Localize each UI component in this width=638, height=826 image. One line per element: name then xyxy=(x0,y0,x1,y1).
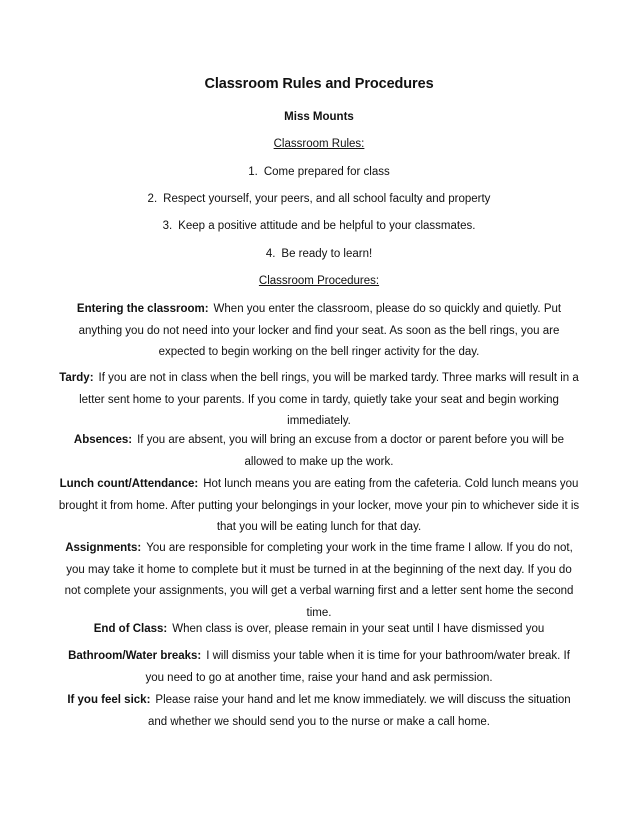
rule-number: 1. xyxy=(248,166,258,178)
rule-number: 4. xyxy=(265,248,276,260)
procedure-text: I will dismiss your table when it is time for your bathroom/water break. If you need to go at another time, raise your hand and ask permission. xyxy=(145,650,570,684)
rule-text: Come prepared for class xyxy=(263,166,390,178)
rule-item-3 xyxy=(0,220,638,232)
procedure-assignments xyxy=(58,538,580,624)
procedure-feel-sick xyxy=(58,690,580,733)
procedure-label: Assignments: xyxy=(65,542,142,554)
procedure-bathroom-water xyxy=(58,646,580,689)
procedure-end-of-class xyxy=(58,619,580,641)
procedure-label: Entering the classroom: xyxy=(76,303,209,315)
procedure-absences xyxy=(58,430,580,473)
rule-item-2 xyxy=(0,193,638,205)
rule-text: Keep a positive attitude and be helpful to your classmates. xyxy=(178,220,476,232)
procedure-text: When class is over, please remain in your seat until I have dismissed you xyxy=(172,623,545,635)
procedure-label: Bathroom/Water breaks: xyxy=(68,650,202,662)
procedure-text: Please raise your hand and let me know immediately. we will discuss the situation and whether we should send you to the nurse or make a call home. xyxy=(147,694,571,728)
procedures-heading: Classroom Procedures: xyxy=(258,275,380,287)
document-title: Classroom Rules and Procedures xyxy=(204,76,434,92)
rule-text: Be ready to learn! xyxy=(281,248,373,260)
procedure-text: Hot lunch means you are eating from the cafeteria. Cold lunch means you brought it from home. After putting your belongings in your locker, move your pin to whichever side it is that you will be eating lunch for that day. xyxy=(58,478,580,533)
procedure-lunch-count xyxy=(58,474,580,539)
procedure-label: Tardy: xyxy=(59,372,94,384)
rule-number: 2. xyxy=(147,193,158,205)
procedure-tardy xyxy=(58,368,580,433)
procedure-label: If you feel sick: xyxy=(67,694,151,706)
procedure-label: Lunch count/Attendance: xyxy=(59,478,199,490)
procedure-text: You are responsible for completing your work in the time frame I allow. If you do not, you may take it home to complete but it must be turned in at the beginning of the next day. If you do not complete your assignments, you will get a verbal warning first and a letter sent home the second time. xyxy=(64,542,574,619)
teacher-name: Miss Mounts xyxy=(284,111,354,123)
procedure-text: When you enter the classroom, please do so quickly and quietly. Put anything you do not need into your locker and find your seat. As soon as the bell rings, you are expected to begin working on the bell ringer activity for the day. xyxy=(78,303,562,358)
rule-item-1 xyxy=(0,166,638,178)
rule-number: 3. xyxy=(162,220,173,232)
rules-heading: Classroom Rules: xyxy=(273,138,365,150)
procedure-entering-classroom xyxy=(58,299,580,364)
rule-text: Respect yourself, your peers, and all school faculty and property xyxy=(163,193,491,205)
procedure-text: If you are absent, you will bring an excuse from a doctor or parent before you will be allowed to make up the work. xyxy=(137,434,565,468)
rule-item-4 xyxy=(0,248,638,260)
procedure-label: Absences: xyxy=(73,434,133,446)
procedure-label: End of Class: xyxy=(93,623,168,635)
procedure-text: If you are not in class when the bell rings, you will be marked tardy. Three marks will result in a letter sent home to your parents. If you come in tardy, quietly take your seat and begin working immediately. xyxy=(79,372,579,427)
